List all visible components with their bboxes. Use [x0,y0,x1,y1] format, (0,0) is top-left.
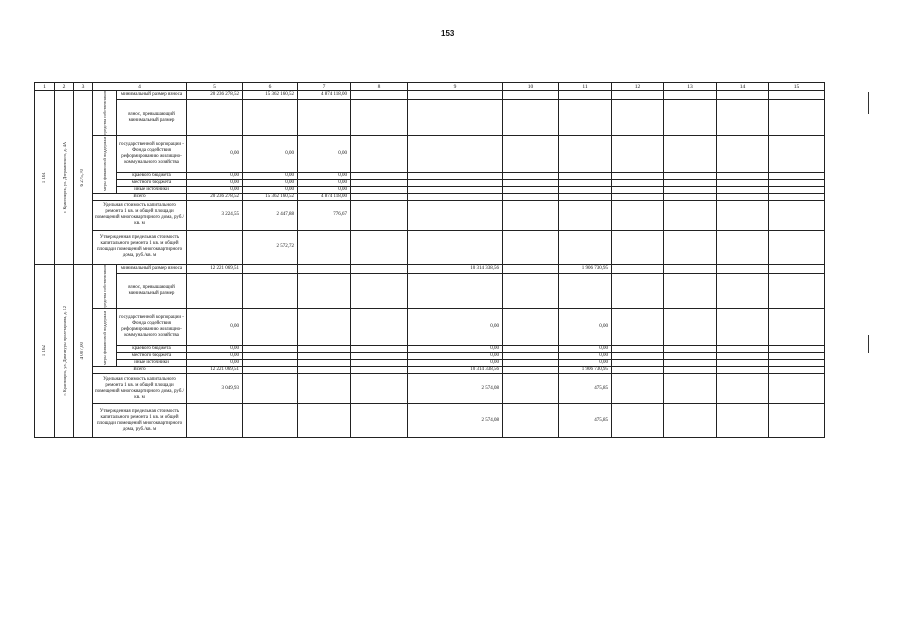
cell-fund-col10 [503,309,559,346]
cell-total-col8 [351,367,408,374]
object-area [74,91,93,265]
label-local: местного бюджета [117,353,187,360]
header-col-12: 12 [612,83,664,91]
cell-fund-col13 [664,135,717,172]
cell-regional-col7: 0,00 [298,172,351,179]
label-limit: Утвержденная предельная стоимость капитального ремонта 1 кв. м общей площади помещений многоквартирного дома, руб./кв. м [93,230,187,264]
group-financial-support [93,309,117,367]
cell-local-col5: 0,00 [187,179,243,186]
label-local: местного бюджета [117,179,187,186]
cell-local-col12 [612,179,664,186]
cell-local-col5: 0,00 [187,353,243,360]
cell-local-col14 [717,179,769,186]
cell-fund-col6: 0,00 [243,135,298,172]
cell-fund-col5: 0,00 [187,309,243,346]
object-area-text: 4 007,00 [80,342,85,360]
row-unit [35,200,825,230]
cell-min-col10 [503,264,559,273]
cell-limit-col14 [717,404,769,438]
header-col-14: 14 [717,83,769,91]
cell-min-col13 [664,91,717,100]
cell-local-col13 [664,353,717,360]
cell-unit-col14 [717,374,769,404]
cell-total-col11 [559,193,612,200]
cell-fund-col11 [559,135,612,172]
repair-cost-table [34,82,825,438]
cell-excess-col8 [351,100,408,135]
cell-unit-col14 [717,200,769,230]
cell-other-col5: 0,00 [187,360,243,367]
cell-regional-col11 [559,172,612,179]
label-excess: взнос, превышающий минимальный размер [117,100,187,135]
object-id [35,264,55,438]
cell-limit-col8 [351,404,408,438]
cell-local-col12 [612,353,664,360]
label-fund: государственной корпорации - Фонда содействия реформированию жилищно-коммунального хозяйства [117,309,187,346]
cell-local-col6 [243,353,298,360]
cell-limit-col12 [612,404,664,438]
cell-total-col7 [298,367,351,374]
label-total: Всего [93,193,187,200]
object-area [74,264,93,438]
cell-other-col14 [717,360,769,367]
cell-regional-col5: 0,00 [187,346,243,353]
cell-other-col8 [351,186,408,193]
cell-total-col13 [664,193,717,200]
cell-excess-col13 [664,100,717,135]
group-owners-text: средства собственников [102,264,107,309]
header-col-10: 10 [503,83,559,91]
cell-other-col15 [769,186,825,193]
cell-total-col5: 20 236 278,52 [187,193,243,200]
cell-unit-col11: 475,85 [559,374,612,404]
cell-other-col7: 0,00 [298,186,351,193]
cell-excess-col9 [408,274,503,309]
group-owners [93,264,117,309]
cell-regional-col5: 0,00 [187,172,243,179]
object-id-text: 1 161 [41,171,47,183]
row-unit [35,374,825,404]
row-total [35,367,825,374]
cell-local-col11 [559,179,612,186]
cell-min-col7: 4 874 118,00 [298,91,351,100]
cell-unit-col9: 2 574,08 [408,374,503,404]
object-id-text: 1 162 [41,345,47,357]
cell-regional-col10 [503,172,559,179]
cell-local-col10 [503,353,559,360]
object-id [35,91,55,265]
cell-total-col15 [769,193,825,200]
header-col-8: 8 [351,83,408,91]
cell-unit-col10 [503,200,559,230]
cell-unit-col12 [612,200,664,230]
label-total: Всего [93,367,187,374]
cell-regional-col15 [769,172,825,179]
cell-excess-col15 [769,100,825,135]
label-other: иные источники [117,360,187,367]
cell-regional-col11: 0,00 [559,346,612,353]
cell-unit-col13 [664,374,717,404]
cell-limit-col5 [187,230,243,264]
object-area-text: 6 275,70 [80,168,85,187]
cell-regional-col9 [408,172,503,179]
cell-min-col7 [298,264,351,273]
cell-unit-col11 [559,200,612,230]
cell-total-col12 [612,367,664,374]
cell-limit-col12 [612,230,664,264]
cell-excess-col11 [559,100,612,135]
cell-excess-col6 [243,100,298,135]
cell-limit-col11: 475,85 [559,404,612,438]
cell-unit-col8 [351,374,408,404]
row-excess [35,100,825,135]
row-local [35,179,825,186]
cell-other-col11 [559,186,612,193]
cell-excess-col14 [717,100,769,135]
cell-total-col12 [612,193,664,200]
cell-other-col13 [664,186,717,193]
header-col-9: 9 [408,83,503,91]
cell-total-col14 [717,193,769,200]
cell-other-col12 [612,360,664,367]
cell-regional-col8 [351,346,408,353]
cell-limit-col7 [298,404,351,438]
cell-fund-col9 [408,135,503,172]
cell-fund-col13 [664,309,717,346]
cell-total-col11: 1 906 730,95 [559,367,612,374]
cell-total-col13 [664,367,717,374]
cell-limit-col14 [717,230,769,264]
cell-fund-col14 [717,309,769,346]
cell-min-col15 [769,264,825,273]
cell-fund-col15 [769,135,825,172]
cell-excess-col13 [664,274,717,309]
header-col-11: 11 [559,83,612,91]
cell-other-col6 [243,360,298,367]
cell-local-col15 [769,179,825,186]
cell-min-col11 [559,91,612,100]
cell-min-col15 [769,91,825,100]
cell-min-col6: 15 362 160,52 [243,91,298,100]
cell-min-col9: 10 314 338,56 [408,264,503,273]
cell-unit-col13 [664,200,717,230]
page-number: 153 [441,29,455,38]
cell-regional-col7 [298,346,351,353]
cell-min-col14 [717,91,769,100]
cell-min-col12 [612,91,664,100]
cell-min-col10 [503,91,559,100]
object-address-text: г. Красноярск, ул. Дзержинского, д. 4А [61,141,67,213]
cell-regional-col9: 0,00 [408,346,503,353]
header-col-7: 7 [298,83,351,91]
cell-regional-col12 [612,172,664,179]
cell-local-col10 [503,179,559,186]
cell-min-col8 [351,91,408,100]
header-col-5: 5 [187,83,243,91]
cell-total-col8 [351,193,408,200]
cell-min-col12 [612,264,664,273]
cell-local-col6: 0,00 [243,179,298,186]
cell-other-col9: 0,00 [408,360,503,367]
header-col-15: 15 [769,83,825,91]
cell-unit-col7 [298,374,351,404]
row-min [35,91,825,100]
cell-local-col8 [351,179,408,186]
cell-fund-col12 [612,135,664,172]
cell-regional-col12 [612,346,664,353]
cell-excess-col15 [769,274,825,309]
cell-local-col7: 0,00 [298,179,351,186]
object-address-text: г. Красноярск, ул. Диктатуры пролетариата, д. 12 [61,306,67,396]
row-other [35,186,825,193]
cell-other-col5: 0,00 [187,186,243,193]
header-col-1: 1 [35,83,55,91]
cell-min-col14 [717,264,769,273]
cell-other-col10 [503,186,559,193]
cell-excess-col12 [612,100,664,135]
label-other: иные источники [117,186,187,193]
margin-mark [868,92,869,114]
cell-total-col10 [503,367,559,374]
cell-fund-col8 [351,135,408,172]
cell-limit-col13 [664,230,717,264]
cell-min-col11: 1 906 730,95 [559,264,612,273]
margin-mark-2 [868,335,869,353]
cell-fund-col9: 0,00 [408,309,503,346]
object-address [55,91,74,265]
row-regional [35,172,825,179]
label-fund: государственной корпорации - Фонда содействия реформированию жилищно-коммунального хозяйства [117,135,187,172]
cell-min-col9 [408,91,503,100]
cell-unit-col7: 776,67 [298,200,351,230]
group-financial-support-text: меры финансовой поддержки [102,310,107,365]
cell-fund-col12 [612,309,664,346]
cell-unit-col9 [408,200,503,230]
cell-regional-col8 [351,172,408,179]
label-excess: взнос, превышающий минимальный размер [117,274,187,309]
cell-unit-col15 [769,374,825,404]
cell-total-col15 [769,367,825,374]
cell-local-col9: 0,00 [408,353,503,360]
group-financial-support-text: меры финансовой поддержки [102,137,107,192]
header-row [35,83,825,91]
header-col-6: 6 [243,83,298,91]
cell-excess-col11 [559,274,612,309]
cell-regional-col13 [664,172,717,179]
label-unit: Удельная стоимость капитального ремонта 1 кв. м общей площади помещений многоквартирного дома, руб./кв. м [93,374,187,404]
row-local [35,353,825,360]
cell-unit-col5: 3 224,55 [187,200,243,230]
cell-other-col8 [351,360,408,367]
cell-limit-col13 [664,404,717,438]
cell-fund-col10 [503,135,559,172]
header-col-2: 2 [55,83,74,91]
cell-limit-col5 [187,404,243,438]
cell-unit-col5: 3 049,93 [187,374,243,404]
cell-other-col7 [298,360,351,367]
cell-total-col9: 10 314 338,56 [408,367,503,374]
cell-other-col12 [612,186,664,193]
row-limit [35,230,825,264]
group-owners-text: средства собственников [102,91,107,135]
cell-limit-col11 [559,230,612,264]
cell-limit-col9: 2 574,08 [408,404,503,438]
cell-local-col11: 0,00 [559,353,612,360]
cell-excess-col7 [298,100,351,135]
cell-total-col5: 12 221 069,51 [187,367,243,374]
cell-total-col6: 15 362 160,52 [243,193,298,200]
cell-fund-col5: 0,00 [187,135,243,172]
row-total [35,193,825,200]
cell-local-col15 [769,353,825,360]
cell-unit-col6 [243,374,298,404]
cell-total-col7: 4 874 118,00 [298,193,351,200]
cell-regional-col14 [717,172,769,179]
object-address [55,264,74,438]
cell-limit-col10 [503,404,559,438]
cell-other-col13 [664,360,717,367]
row-fund [35,135,825,172]
cell-unit-col12 [612,374,664,404]
cell-other-col6: 0,00 [243,186,298,193]
cell-unit-col10 [503,374,559,404]
cell-min-col13 [664,264,717,273]
row-limit [35,404,825,438]
cell-excess-col5 [187,274,243,309]
cell-other-col15 [769,360,825,367]
cell-local-col14 [717,353,769,360]
cell-excess-col7 [298,274,351,309]
cell-excess-col12 [612,274,664,309]
cell-excess-col9 [408,100,503,135]
label-regional: краевого бюджета [117,346,187,353]
row-excess [35,274,825,309]
row-other [35,360,825,367]
label-regional: краевого бюджета [117,172,187,179]
group-financial-support [93,135,117,193]
cell-unit-col8 [351,200,408,230]
cell-limit-col9 [408,230,503,264]
cell-fund-col7 [298,309,351,346]
cell-limit-col6 [243,404,298,438]
cell-limit-col15 [769,404,825,438]
cell-excess-col6 [243,274,298,309]
cell-total-col10 [503,193,559,200]
cell-limit-col7 [298,230,351,264]
cell-unit-col15 [769,200,825,230]
cell-fund-col7: 0,00 [298,135,351,172]
cell-regional-col6 [243,346,298,353]
label-min: минимальный размер взноса [117,91,187,100]
cell-excess-col14 [717,274,769,309]
label-unit: Удельная стоимость капитального ремонта 1 кв. м общей площади помещений многоквартирного дома, руб./кв. м [93,200,187,230]
cell-local-col7 [298,353,351,360]
cell-local-col13 [664,179,717,186]
header-col-13: 13 [664,83,717,91]
cell-other-col10 [503,360,559,367]
cell-excess-col10 [503,274,559,309]
row-regional [35,346,825,353]
cell-regional-col13 [664,346,717,353]
cell-min-col8 [351,264,408,273]
cell-excess-col8 [351,274,408,309]
label-limit: Утвержденная предельная стоимость капитального ремонта 1 кв. м общей площади помещений многоквартирного дома, руб./кв. м [93,404,187,438]
cell-min-col6 [243,264,298,273]
cell-local-col9 [408,179,503,186]
cell-other-col11: 0,00 [559,360,612,367]
cell-local-col8 [351,353,408,360]
row-min [35,264,825,273]
group-owners [93,91,117,136]
cell-limit-col8 [351,230,408,264]
cell-regional-col15 [769,346,825,353]
cell-other-col9 [408,186,503,193]
cell-excess-col5 [187,100,243,135]
cell-fund-col11: 0,00 [559,309,612,346]
row-fund [35,309,825,346]
cell-unit-col6: 2 447,88 [243,200,298,230]
cell-other-col14 [717,186,769,193]
cell-limit-col10 [503,230,559,264]
cell-total-col6 [243,367,298,374]
cell-min-col5: 20 236 278,52 [187,91,243,100]
header-col-4: 4 [93,83,187,91]
header-col-3: 3 [74,83,93,91]
cell-fund-col14 [717,135,769,172]
cell-regional-col6: 0,00 [243,172,298,179]
cell-total-col9 [408,193,503,200]
cell-limit-col15 [769,230,825,264]
cell-fund-col6 [243,309,298,346]
cell-regional-col10 [503,346,559,353]
cell-excess-col10 [503,100,559,135]
cell-limit-col6: 2 572,72 [243,230,298,264]
cell-fund-col8 [351,309,408,346]
cell-regional-col14 [717,346,769,353]
cell-total-col14 [717,367,769,374]
label-min: минимальный размер взноса [117,264,187,273]
cell-min-col5: 12 221 069,51 [187,264,243,273]
cell-fund-col15 [769,309,825,346]
